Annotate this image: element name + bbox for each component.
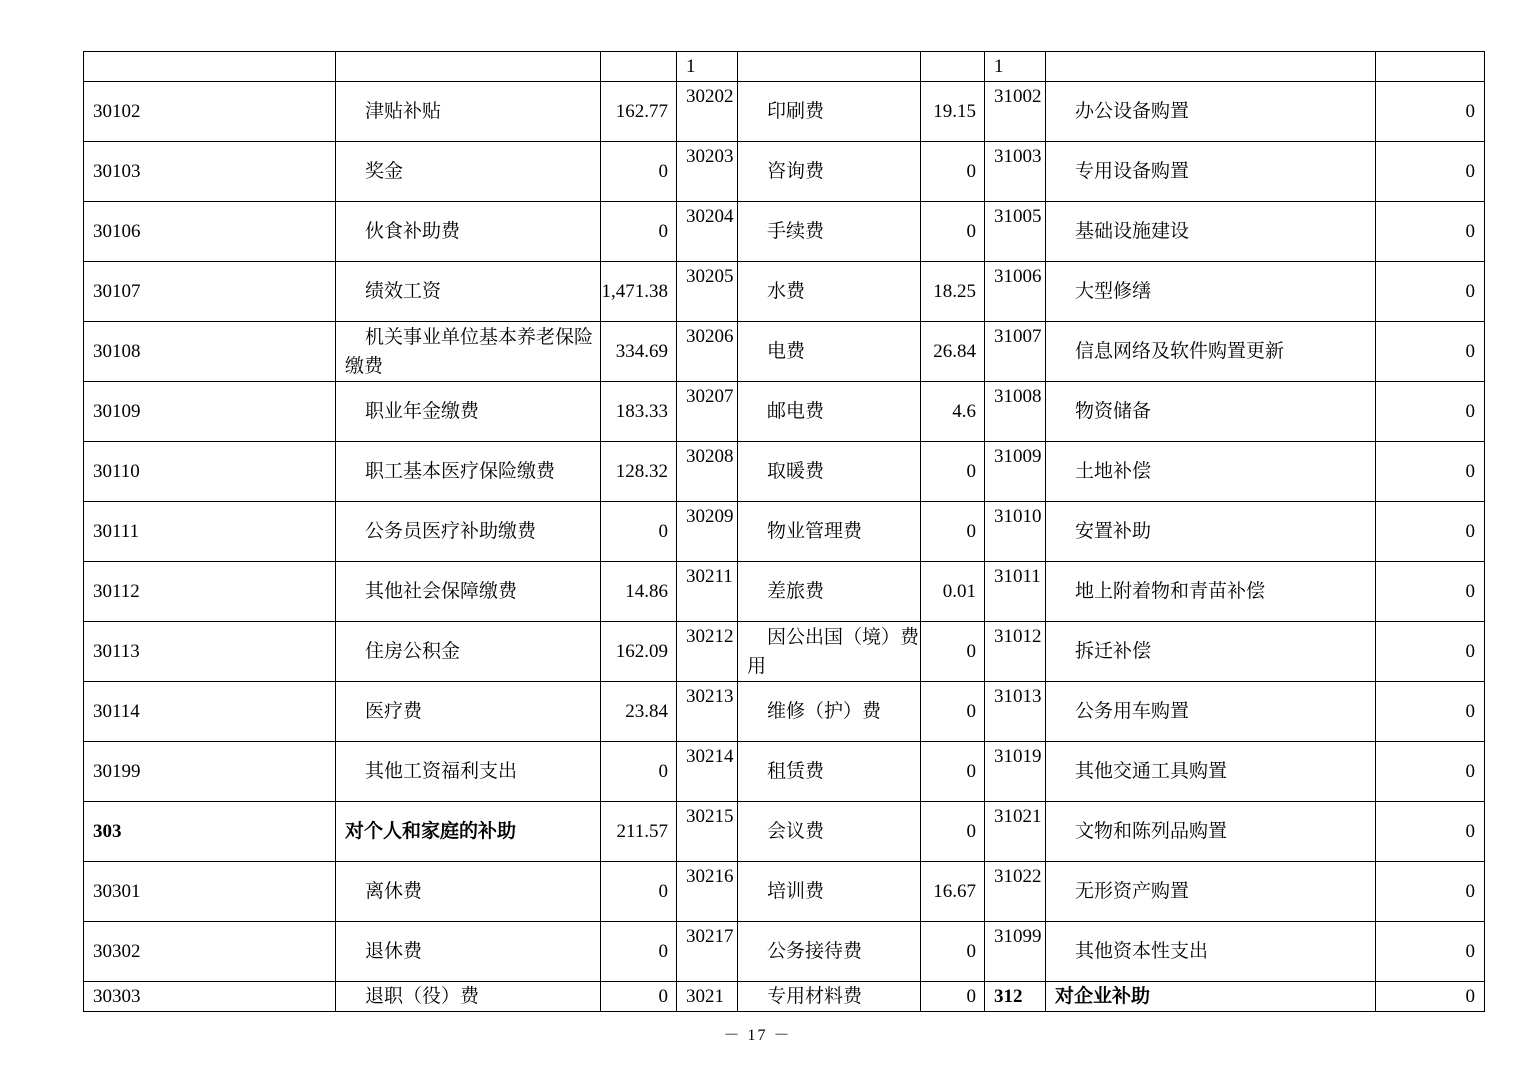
subject-name-cell: 伙食补助费 [336, 202, 601, 262]
subject-name-cell: 其他资本性支出 [1046, 922, 1376, 982]
table-row [84, 742, 1485, 802]
amount-cell: 0 [601, 982, 677, 1012]
subject-code-cell: 30302 [84, 922, 336, 982]
economic-code-cell: 30209 [677, 502, 738, 562]
table-row [84, 262, 1485, 322]
amount-cell: 334.69 [601, 322, 677, 382]
subject-name-cell: 土地补偿 [1046, 442, 1376, 502]
economic-code-cell: 312 [985, 982, 1046, 1012]
economic-code-cell: 30205 [677, 262, 738, 322]
economic-code-cell: 30206 [677, 322, 738, 382]
subject-name-cell: 地上附着物和青苗补偿 [1046, 562, 1376, 622]
subject-name-cell: 专用材料费 [738, 982, 921, 1012]
subject-name-cell: 其他社会保障缴费 [336, 562, 601, 622]
subject-code-cell: 30301 [84, 862, 336, 922]
amount-cell: 14.86 [601, 562, 677, 622]
subject-name-cell: 电费 [738, 322, 921, 382]
amount-cell: 23.84 [601, 682, 677, 742]
economic-code-cell: 31009 [985, 442, 1046, 502]
economic-code-cell: 31099 [985, 922, 1046, 982]
economic-code-cell: 31011 [985, 562, 1046, 622]
economic-code-cell: 31006 [985, 262, 1046, 322]
economic-code-cell: 30203 [677, 142, 738, 202]
amount-cell: 0 [1376, 982, 1485, 1012]
subject-name-cell: 取暖费 [738, 442, 921, 502]
economic-code-cell: 31012 [985, 622, 1046, 682]
amount-cell: 0 [1376, 142, 1485, 202]
subject-name-cell: 公务用车购置 [1046, 682, 1376, 742]
amount-cell: 0 [1376, 82, 1485, 142]
table-row [84, 802, 1485, 862]
subject-name-cell: 办公设备购置 [1046, 82, 1376, 142]
subject-code-cell: 30303 [84, 982, 336, 1012]
subject-code-cell: 30113 [84, 622, 336, 682]
subject-name-cell: 咨询费 [738, 142, 921, 202]
economic-code-cell: 30216 [677, 862, 738, 922]
table-row [84, 442, 1485, 502]
subject-name-cell: 基础设施建设 [1046, 202, 1376, 262]
economic-code-cell: 30211 [677, 562, 738, 622]
table-row [84, 982, 1485, 1012]
amount-cell: 0 [1376, 622, 1485, 682]
amount-cell: 16.67 [921, 862, 985, 922]
subject-name-cell: 专用设备购置 [1046, 142, 1376, 202]
subject-name-cell: 邮电费 [738, 382, 921, 442]
subject-name-cell: 公务接待费 [738, 922, 921, 982]
amount-cell: 162.09 [601, 622, 677, 682]
subject-code-cell: 30110 [84, 442, 336, 502]
subject-code-cell: 30114 [84, 682, 336, 742]
subject-name-cell: 其他交通工具购置 [1046, 742, 1376, 802]
economic-code-cell: 31008 [985, 382, 1046, 442]
subject-name-cell: 其他工资福利支出 [336, 742, 601, 802]
amount-cell: 19.15 [921, 82, 985, 142]
subject-name-cell: 租赁费 [738, 742, 921, 802]
amount-cell: 0 [1376, 262, 1485, 322]
amount-cell: 18.25 [921, 262, 985, 322]
economic-code-cell: 30208 [677, 442, 738, 502]
subject-name-cell: 培训费 [738, 862, 921, 922]
table-row [84, 82, 1485, 142]
subject-name-cell: 对企业补助 [1046, 982, 1376, 1012]
economic-code-cell: 3021 [677, 982, 738, 1012]
amount-cell: 0 [921, 202, 985, 262]
amount-cell: 0 [921, 442, 985, 502]
subject-name-cell: 对个人和家庭的补助 [336, 802, 601, 862]
table-row [84, 382, 1485, 442]
budget-expenditure-table [83, 51, 1485, 1012]
amount-cell: 0 [921, 142, 985, 202]
subject-name-cell: 文物和陈列品购置 [1046, 802, 1376, 862]
amount-cell: 0 [601, 862, 677, 922]
subject-name-cell: 拆迁补偿 [1046, 622, 1376, 682]
subject-name-cell: 印刷费 [738, 82, 921, 142]
table-row [84, 562, 1485, 622]
amount-cell: 0 [1376, 322, 1485, 382]
economic-code-cell: 30213 [677, 682, 738, 742]
economic-code-cell: 1 [985, 52, 1046, 82]
subject-name-cell: 退休费 [336, 922, 601, 982]
economic-code-cell: 31019 [985, 742, 1046, 802]
amount-cell: 0 [1376, 202, 1485, 262]
subject-name-cell: 手续费 [738, 202, 921, 262]
economic-code-cell: 31010 [985, 502, 1046, 562]
amount-cell: 0 [921, 802, 985, 862]
amount-cell: 0 [1376, 742, 1485, 802]
subject-name-cell: 奖金 [336, 142, 601, 202]
economic-code-cell: 31021 [985, 802, 1046, 862]
amount-cell: 0 [921, 982, 985, 1012]
economic-code-cell: 31002 [985, 82, 1046, 142]
amount-cell: 0 [1376, 922, 1485, 982]
subject-name-cell: 公务员医疗补助缴费 [336, 502, 601, 562]
economic-code-cell: 31007 [985, 322, 1046, 382]
subject-code-cell: 30108 [84, 322, 336, 382]
amount-cell: 0 [601, 202, 677, 262]
table-row [84, 682, 1485, 742]
amount-cell: 1,471.38 [601, 262, 677, 322]
amount-cell: 0 [921, 502, 985, 562]
subject-name-cell: 离休费 [336, 862, 601, 922]
subject-name-cell: 物资储备 [1046, 382, 1376, 442]
table-row [84, 502, 1485, 562]
subject-code-cell: 30199 [84, 742, 336, 802]
subject-code-cell: 30112 [84, 562, 336, 622]
table-row [84, 52, 1485, 82]
table-row [84, 922, 1485, 982]
subject-name-cell: 退职（役）费 [336, 982, 601, 1012]
economic-code-cell: 31005 [985, 202, 1046, 262]
subject-name-cell: 津贴补贴 [336, 82, 601, 142]
amount-cell: 0 [1376, 382, 1485, 442]
amount-cell: 128.32 [601, 442, 677, 502]
subject-name-cell: 绩效工资 [336, 262, 601, 322]
amount-cell: 0 [1376, 802, 1485, 862]
subject-name-cell: 维修（护）费 [738, 682, 921, 742]
economic-code-cell: 31003 [985, 142, 1046, 202]
economic-code-cell: 30214 [677, 742, 738, 802]
economic-code-cell: 30202 [677, 82, 738, 142]
table-row [84, 622, 1485, 682]
amount-cell: 211.57 [601, 802, 677, 862]
subject-name-cell: 职业年金缴费 [336, 382, 601, 442]
amount-cell: 0 [921, 622, 985, 682]
amount-cell: 0 [601, 142, 677, 202]
subject-code-cell: 30103 [84, 142, 336, 202]
subject-name-cell: 差旅费 [738, 562, 921, 622]
table-row [84, 142, 1485, 202]
subject-name-cell: 物业管理费 [738, 502, 921, 562]
amount-cell: 26.84 [921, 322, 985, 382]
amount-cell: 0 [921, 682, 985, 742]
subject-name-cell: 会议费 [738, 802, 921, 862]
amount-cell: 0 [1376, 862, 1485, 922]
amount-cell: 162.77 [601, 82, 677, 142]
amount-cell: 0 [1376, 562, 1485, 622]
amount-cell: 4.6 [921, 382, 985, 442]
economic-code-cell: 31013 [985, 682, 1046, 742]
economic-code-cell: 30204 [677, 202, 738, 262]
subject-name-cell: 无形资产购置 [1046, 862, 1376, 922]
amount-cell: 0 [601, 502, 677, 562]
economic-code-cell: 30212 [677, 622, 738, 682]
subject-code-cell: 30106 [84, 202, 336, 262]
subject-name-cell: 安置补助 [1046, 502, 1376, 562]
economic-code-cell: 30207 [677, 382, 738, 442]
subject-code-cell: 30102 [84, 82, 336, 142]
subject-name-cell: 机关事业单位基本养老保险缴费 [336, 322, 601, 382]
subject-code-cell: 303 [84, 802, 336, 862]
subject-code-cell: 30111 [84, 502, 336, 562]
table-row [84, 862, 1485, 922]
subject-name-cell: 因公出国（境）费用 [738, 622, 921, 682]
page-number: － 17 － [723, 1027, 792, 1044]
economic-code-cell: 1 [677, 52, 738, 82]
subject-name-cell: 大型修缮 [1046, 262, 1376, 322]
subject-name-cell: 职工基本医疗保险缴费 [336, 442, 601, 502]
subject-code-cell: 30109 [84, 382, 336, 442]
amount-cell: 0 [1376, 682, 1485, 742]
amount-cell: 0 [1376, 442, 1485, 502]
subject-name-cell: 信息网络及软件购置更新 [1046, 322, 1376, 382]
amount-cell: 0 [921, 742, 985, 802]
subject-name-cell: 住房公积金 [336, 622, 601, 682]
economic-code-cell: 31022 [985, 862, 1046, 922]
subject-code-cell: 30107 [84, 262, 336, 322]
subject-name-cell: 医疗费 [336, 682, 601, 742]
amount-cell: 0 [1376, 502, 1485, 562]
economic-code-cell: 30217 [677, 922, 738, 982]
amount-cell: 0 [601, 922, 677, 982]
table-body [84, 52, 1485, 1012]
amount-cell: 0 [601, 742, 677, 802]
amount-cell: 0 [921, 922, 985, 982]
table-row [84, 202, 1485, 262]
economic-code-cell: 30215 [677, 802, 738, 862]
amount-cell: 0.01 [921, 562, 985, 622]
subject-name-cell: 水费 [738, 262, 921, 322]
amount-cell: 183.33 [601, 382, 677, 442]
table-row [84, 322, 1485, 382]
